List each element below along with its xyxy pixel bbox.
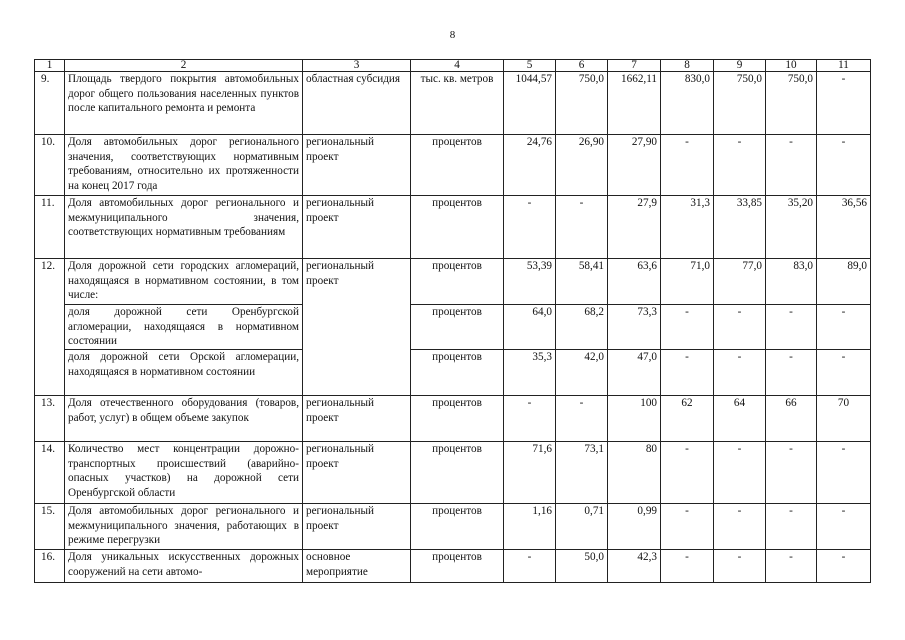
value-cell: - [817, 135, 871, 196]
table-row [35, 305, 871, 350]
value-cell: 62 [661, 396, 714, 442]
value-cell: 64 [714, 396, 766, 442]
row-number: 15. [35, 504, 65, 550]
indicator-unit: процентов [411, 550, 504, 583]
value-cell: - [556, 196, 608, 259]
value-cell: 50,0 [556, 550, 608, 583]
header-cell: 2 [65, 60, 303, 72]
value-cell: 66 [766, 396, 817, 442]
indicator-source: региональный проект [303, 135, 411, 196]
value-cell: - [661, 135, 714, 196]
value-cell: 73,3 [608, 305, 661, 350]
indicator-name: Площадь твердого покрытия автомобильных дорог общего пользования населенных пунктов после капитального ремонта и ремонта [65, 72, 303, 135]
value-cell: 83,0 [766, 259, 817, 305]
value-cell: 77,0 [714, 259, 766, 305]
header-row [35, 60, 871, 72]
value-cell: - [766, 135, 817, 196]
indicator-unit: процентов [411, 396, 504, 442]
value-cell: - [504, 196, 556, 259]
value-cell: - [766, 305, 817, 350]
value-cell: - [766, 504, 817, 550]
value-cell: 33,85 [714, 196, 766, 259]
value-cell: - [661, 442, 714, 504]
value-cell: 58,41 [556, 259, 608, 305]
indicator-source: областная субсидия [303, 72, 411, 135]
indicator-unit: тыс. кв. метров [411, 72, 504, 135]
value-cell: 71,0 [661, 259, 714, 305]
value-cell: 53,39 [504, 259, 556, 305]
header-cell: 3 [303, 60, 411, 72]
row-number: 10. [35, 135, 65, 196]
value-cell: - [817, 305, 871, 350]
value-cell: 89,0 [817, 259, 871, 305]
value-cell: - [766, 550, 817, 583]
header-cell: 1 [35, 60, 65, 72]
indicator-name: Доля дорожной сети городских агломераций, находящаяся в нормативном состоянии, в том числе: [65, 259, 303, 305]
indicator-unit: процентов [411, 504, 504, 550]
value-cell: 1044,57 [504, 72, 556, 135]
value-cell: - [504, 550, 556, 583]
value-cell: - [714, 350, 766, 396]
indicator-name: Количество мест концентрации дорожно-транспортных происшествий (аварийно-опасных участков) на дорожной сети Оренбургской области [65, 442, 303, 504]
value-cell: 35,20 [766, 196, 817, 259]
header-cell: 10 [766, 60, 817, 72]
value-cell: 24,76 [504, 135, 556, 196]
indicator-unit: процентов [411, 350, 504, 396]
value-cell: 42,3 [608, 550, 661, 583]
value-cell: 36,56 [817, 196, 871, 259]
header-cell: 11 [817, 60, 871, 72]
value-cell: - [714, 504, 766, 550]
value-cell: 27,9 [608, 196, 661, 259]
indicator-name: Доля автомобильных дорог регионального и межмуниципального значения, работающих в режиме перегрузки [65, 504, 303, 550]
indicator-source: региональный проект [303, 396, 411, 442]
table-row [35, 350, 871, 396]
value-cell: - [556, 396, 608, 442]
value-cell: 31,3 [661, 196, 714, 259]
value-cell: - [661, 350, 714, 396]
indicators-table [34, 59, 871, 583]
value-cell: 27,90 [608, 135, 661, 196]
indicator-unit: процентов [411, 305, 504, 350]
value-cell: - [661, 305, 714, 350]
indicator-source: региональный проект [303, 259, 411, 396]
value-cell: 1662,11 [608, 72, 661, 135]
value-cell: 80 [608, 442, 661, 504]
value-cell: - [817, 442, 871, 504]
header-cell: 4 [411, 60, 504, 72]
value-cell: 71,6 [504, 442, 556, 504]
indicator-source: региональный проект [303, 196, 411, 259]
value-cell: 68,2 [556, 305, 608, 350]
table-row [35, 135, 871, 196]
value-cell: - [714, 442, 766, 504]
value-cell: 830,0 [661, 72, 714, 135]
indicator-name: Доля автомобильных дорог регионального и межмуниципального значения, соответствующих нормативным требованиям [65, 196, 303, 259]
row-number: 14. [35, 442, 65, 504]
value-cell: 26,90 [556, 135, 608, 196]
table-row [35, 396, 871, 442]
header-cell: 5 [504, 60, 556, 72]
header-cell: 7 [608, 60, 661, 72]
indicator-unit: процентов [411, 259, 504, 305]
value-cell: 750,0 [714, 72, 766, 135]
table-row [35, 442, 871, 504]
value-cell: 35,3 [504, 350, 556, 396]
value-cell: - [817, 72, 871, 135]
header-cell: 6 [556, 60, 608, 72]
value-cell: - [766, 442, 817, 504]
value-cell: - [661, 550, 714, 583]
indicator-unit: процентов [411, 135, 504, 196]
header-cell: 8 [661, 60, 714, 72]
value-cell: - [714, 135, 766, 196]
value-cell: - [817, 350, 871, 396]
row-number: 11. [35, 196, 65, 259]
table-row [35, 259, 871, 305]
table-row [35, 196, 871, 259]
value-cell: 70 [817, 396, 871, 442]
value-cell: - [714, 305, 766, 350]
row-number: 9. [35, 72, 65, 135]
value-cell: - [504, 396, 556, 442]
row-number: 13. [35, 396, 65, 442]
value-cell: - [714, 550, 766, 583]
value-cell: 1,16 [504, 504, 556, 550]
value-cell: 47,0 [608, 350, 661, 396]
indicator-name: Доля отечественного оборудования (товаров, работ, услуг) в общем объеме закупок [65, 396, 303, 442]
indicator-name: доля дорожной сети Орской агломерации, находящаяся в нормативном состоянии [65, 350, 303, 396]
value-cell: 42,0 [556, 350, 608, 396]
table-row [35, 504, 871, 550]
row-number: 16. [35, 550, 65, 583]
page-number: 8 [449, 29, 456, 41]
value-cell: 0,71 [556, 504, 608, 550]
indicator-unit: процентов [411, 442, 504, 504]
value-cell: - [661, 504, 714, 550]
value-cell: 64,0 [504, 305, 556, 350]
value-cell: - [817, 504, 871, 550]
indicator-name: Доля уникальных искусственных дорожных сооружений на сети автомо- [65, 550, 303, 583]
indicator-source: основное мероприятие [303, 550, 411, 583]
value-cell: 0,99 [608, 504, 661, 550]
value-cell: - [817, 550, 871, 583]
value-cell: 750,0 [556, 72, 608, 135]
value-cell: 73,1 [556, 442, 608, 504]
row-number: 12. [35, 259, 65, 396]
header-cell: 9 [714, 60, 766, 72]
value-cell: 750,0 [766, 72, 817, 135]
value-cell: - [766, 350, 817, 396]
indicator-source: региональный проект [303, 442, 411, 504]
indicator-source: региональный проект [303, 504, 411, 550]
indicator-name: Доля автомобильных дорог регионального значения, соответствующих нормативным требованиям, относительно их протяженности на конец 2017 года [65, 135, 303, 196]
table-row [35, 550, 871, 583]
value-cell: 63,6 [608, 259, 661, 305]
value-cell: 100 [608, 396, 661, 442]
table-row [35, 72, 871, 135]
indicator-unit: процентов [411, 196, 504, 259]
indicator-name: доля дорожной сети Оренбургской агломерации, находящаяся в нормативном состоянии [65, 305, 303, 350]
